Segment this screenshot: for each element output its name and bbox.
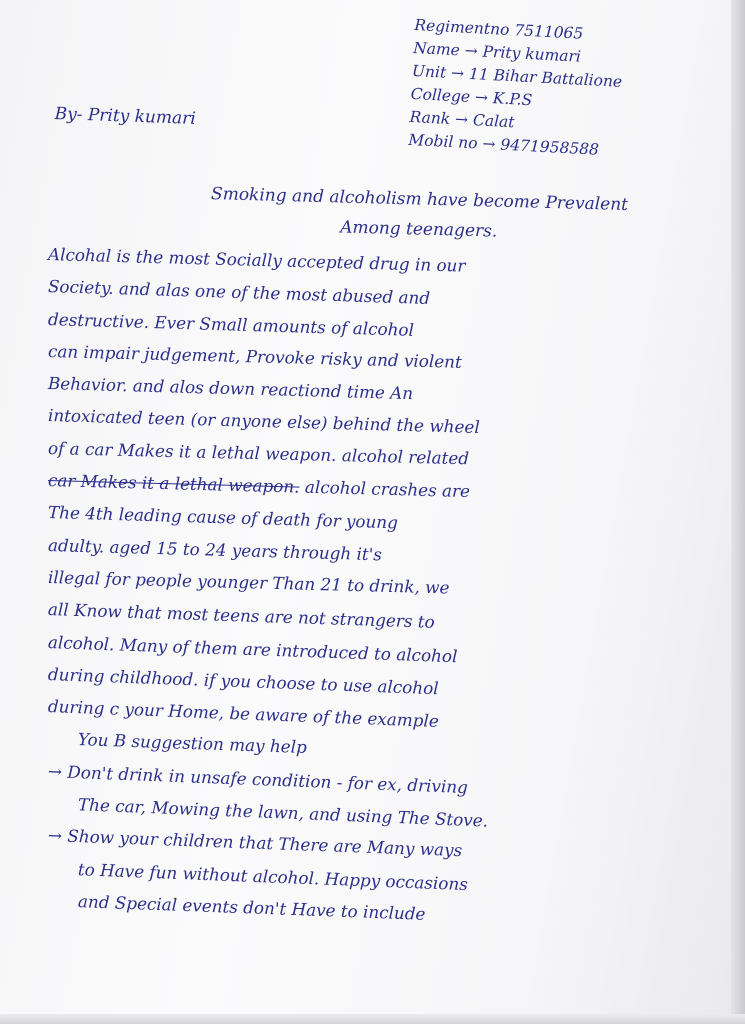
page-edge-shadow bbox=[731, 0, 745, 1024]
page-bottom-edge bbox=[0, 1014, 745, 1024]
body-line: You B suggestion may help bbox=[77, 729, 308, 758]
unit-line: Unit → 11 Bihar Battalione bbox=[411, 61, 623, 91]
name-line: Name → Prity kumari bbox=[412, 38, 582, 66]
body-line: destructive. Ever Small amounts of alcohol bbox=[47, 308, 415, 340]
essay-body bbox=[47, 238, 648, 924]
body-line: adulty. aged 15 to 24 years through it's bbox=[47, 534, 383, 564]
body-line: of a car Makes it a lethal weapon. alcohol related bbox=[47, 437, 470, 469]
author-byline: By- Prity kumari bbox=[54, 104, 197, 129]
regiment-number-line: Regimentno 7511065 bbox=[413, 15, 584, 43]
body-line: The 4th leading cause of death for young bbox=[47, 502, 399, 533]
college-line: College → K.P.S bbox=[410, 84, 533, 110]
body-line: Alcohal is the most Socially accepted drug in our bbox=[47, 244, 466, 276]
body-line: illegal for people younger Than 21 to drink, we bbox=[47, 566, 450, 598]
body-line: Behavior. and alos down reactiond time An bbox=[47, 373, 414, 404]
body-line-partly-struck: car Makes it a lethal weapon. alcohol crashes are bbox=[47, 470, 471, 502]
bullet-continuation-line: to Have fun without alcohol. Happy occasions bbox=[77, 858, 469, 894]
title-line-1: Smoking and alcoholism have become Prevalent bbox=[210, 184, 629, 215]
body-line: intoxicated teen (or anyone else) behind the wheel bbox=[47, 405, 481, 438]
title-line-2: Among teenagers. bbox=[339, 217, 498, 242]
mobile-number-line: Mobil no → 9471958588 bbox=[407, 130, 600, 159]
struck-out-text: car Makes it a lethal weapon. bbox=[47, 470, 300, 497]
bullet-line: → Show your children that There are Many ways bbox=[47, 825, 463, 861]
bullet-continuation-line: The car, Mowing the lawn, and using The Stove. bbox=[77, 794, 489, 831]
body-line: all Know that most teens are not strangers to bbox=[47, 599, 436, 633]
body-line: during c your Home, be aware of the example bbox=[47, 696, 440, 732]
body-line: Society. and alas one of the most abused and bbox=[47, 276, 431, 309]
cadet-details-block bbox=[408, 14, 715, 168]
body-line: alcohol. Many of them are introduced to alcohol bbox=[47, 631, 458, 666]
rank-line: Rank → Calat bbox=[409, 107, 515, 132]
bullet-line: → Don't drink in unsafe condition - for ex, driving bbox=[47, 760, 469, 797]
bullet-continuation-line: and Special events don't Have to include bbox=[77, 891, 426, 924]
body-line: can impair judgement, Provoke risky and violent bbox=[47, 340, 463, 372]
body-line: during childhood. if you choose to use alcohol bbox=[47, 663, 439, 699]
